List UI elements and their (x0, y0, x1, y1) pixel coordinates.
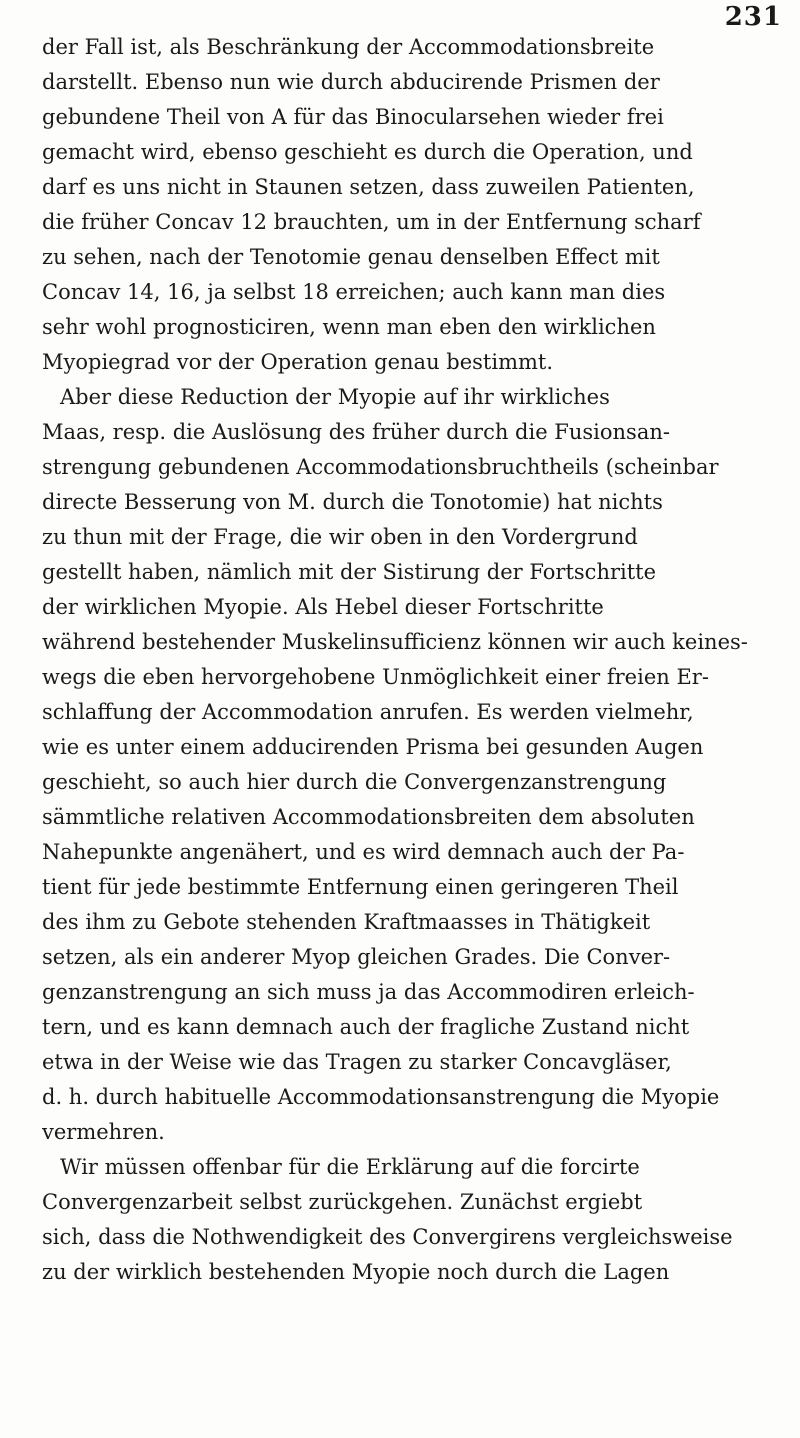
text-line: wegs die eben hervorgehobene Unmöglichkeit einer freien Er- (42, 665, 709, 689)
text-line: während bestehender Muskelinsufficienz können wir auch keines- (42, 630, 748, 654)
text-line: darf es uns nicht in Staunen setzen, dass zuweilen Patienten, (42, 175, 695, 199)
text-line: Convergenzarbeit selbst zurückgehen. Zunächst ergiebt (42, 1190, 643, 1214)
text-line: Nahepunkte angenähert, und es wird demnach auch der Pa- (42, 840, 685, 864)
text-line: der wirklichen Myopie. Als Hebel dieser Fortschritte (42, 595, 604, 619)
text-line: des ihm zu Gebote stehenden Kraftmaasses in Thätigkeit (42, 910, 651, 934)
text-line: sämmtliche relativen Accommodationsbreiten dem absoluten (42, 805, 695, 829)
text-line: sehr wohl prognosticiren, wenn man eben den wirklichen (42, 315, 656, 339)
text-line: wie es unter einem adducirenden Prisma bei gesunden Augen (42, 735, 704, 759)
text-line: schlaffung der Accommodation anrufen. Es werden vielmehr, (42, 700, 694, 724)
text-line: etwa in der Weise wie das Tragen zu starker Concavgläser, (42, 1050, 672, 1074)
text-line: zu sehen, nach der Tenotomie genau denselben Effect mit (42, 245, 660, 269)
text-line: genzanstrengung an sich muss ja das Accommodiren erleich- (42, 980, 695, 1004)
text-line: setzen, als ein anderer Myop gleichen Grades. Die Conver- (42, 945, 671, 969)
text-line: vermehren. (42, 1120, 165, 1144)
text-line: Maas, resp. die Auslösung des früher durch die Fusionsan- (42, 420, 670, 444)
text-line: der Fall ist, als Beschränkung der Accommodationsbreite (42, 35, 655, 59)
text-line: sich, dass die Nothwendigkeit des Convergirens vergleichsweise (42, 1225, 733, 1249)
text-line: zu der wirklich bestehenden Myopie noch durch die Lagen (42, 1260, 670, 1284)
text-line: d. h. durch habituelle Accommodationsanstrengung die Myopie (42, 1085, 720, 1109)
text-line: strengung gebundenen Accommodationsbruchtheils (scheinbar (42, 455, 719, 479)
text-line: die früher Concav 12 brauchten, um in der Entfernung scharf (42, 210, 701, 234)
text-line: gestellt haben, nämlich mit der Sistirung der Fortschritte (42, 560, 657, 584)
text-line: Myopiegrad vor der Operation genau bestimmt. (42, 350, 554, 374)
text-line: Aber diese Reduction der Myopie auf ihr wirkliches (60, 385, 610, 409)
page-number: 231 (724, 2, 782, 32)
text-line: Wir müssen offenbar für die Erklärung auf die forcirte (60, 1155, 640, 1179)
text-line: Concav 14, 16, ja selbst 18 erreichen; auch kann man dies (42, 280, 666, 304)
text-line: darstellt. Ebenso nun wie durch abducirende Prismen der (42, 70, 660, 94)
text-line: zu thun mit der Frage, die wir oben in den Vordergrund (42, 525, 638, 549)
text-line: directe Besserung von M. durch die Tonotomie) hat nichts (42, 490, 663, 514)
body-text (42, 30, 800, 1290)
text-line: geschieht, so auch hier durch die Convergenzanstrengung (42, 770, 667, 794)
text-line: gemacht wird, ebenso geschieht es durch die Operation, und (42, 140, 693, 164)
text-line: gebundene Theil von A für das Binocularsehen wieder frei (42, 105, 664, 129)
text-line: tern, und es kann demnach auch der fragliche Zustand nicht (42, 1015, 690, 1039)
text-line: tient für jede bestimmte Entfernung einen geringeren Theil (42, 875, 679, 899)
